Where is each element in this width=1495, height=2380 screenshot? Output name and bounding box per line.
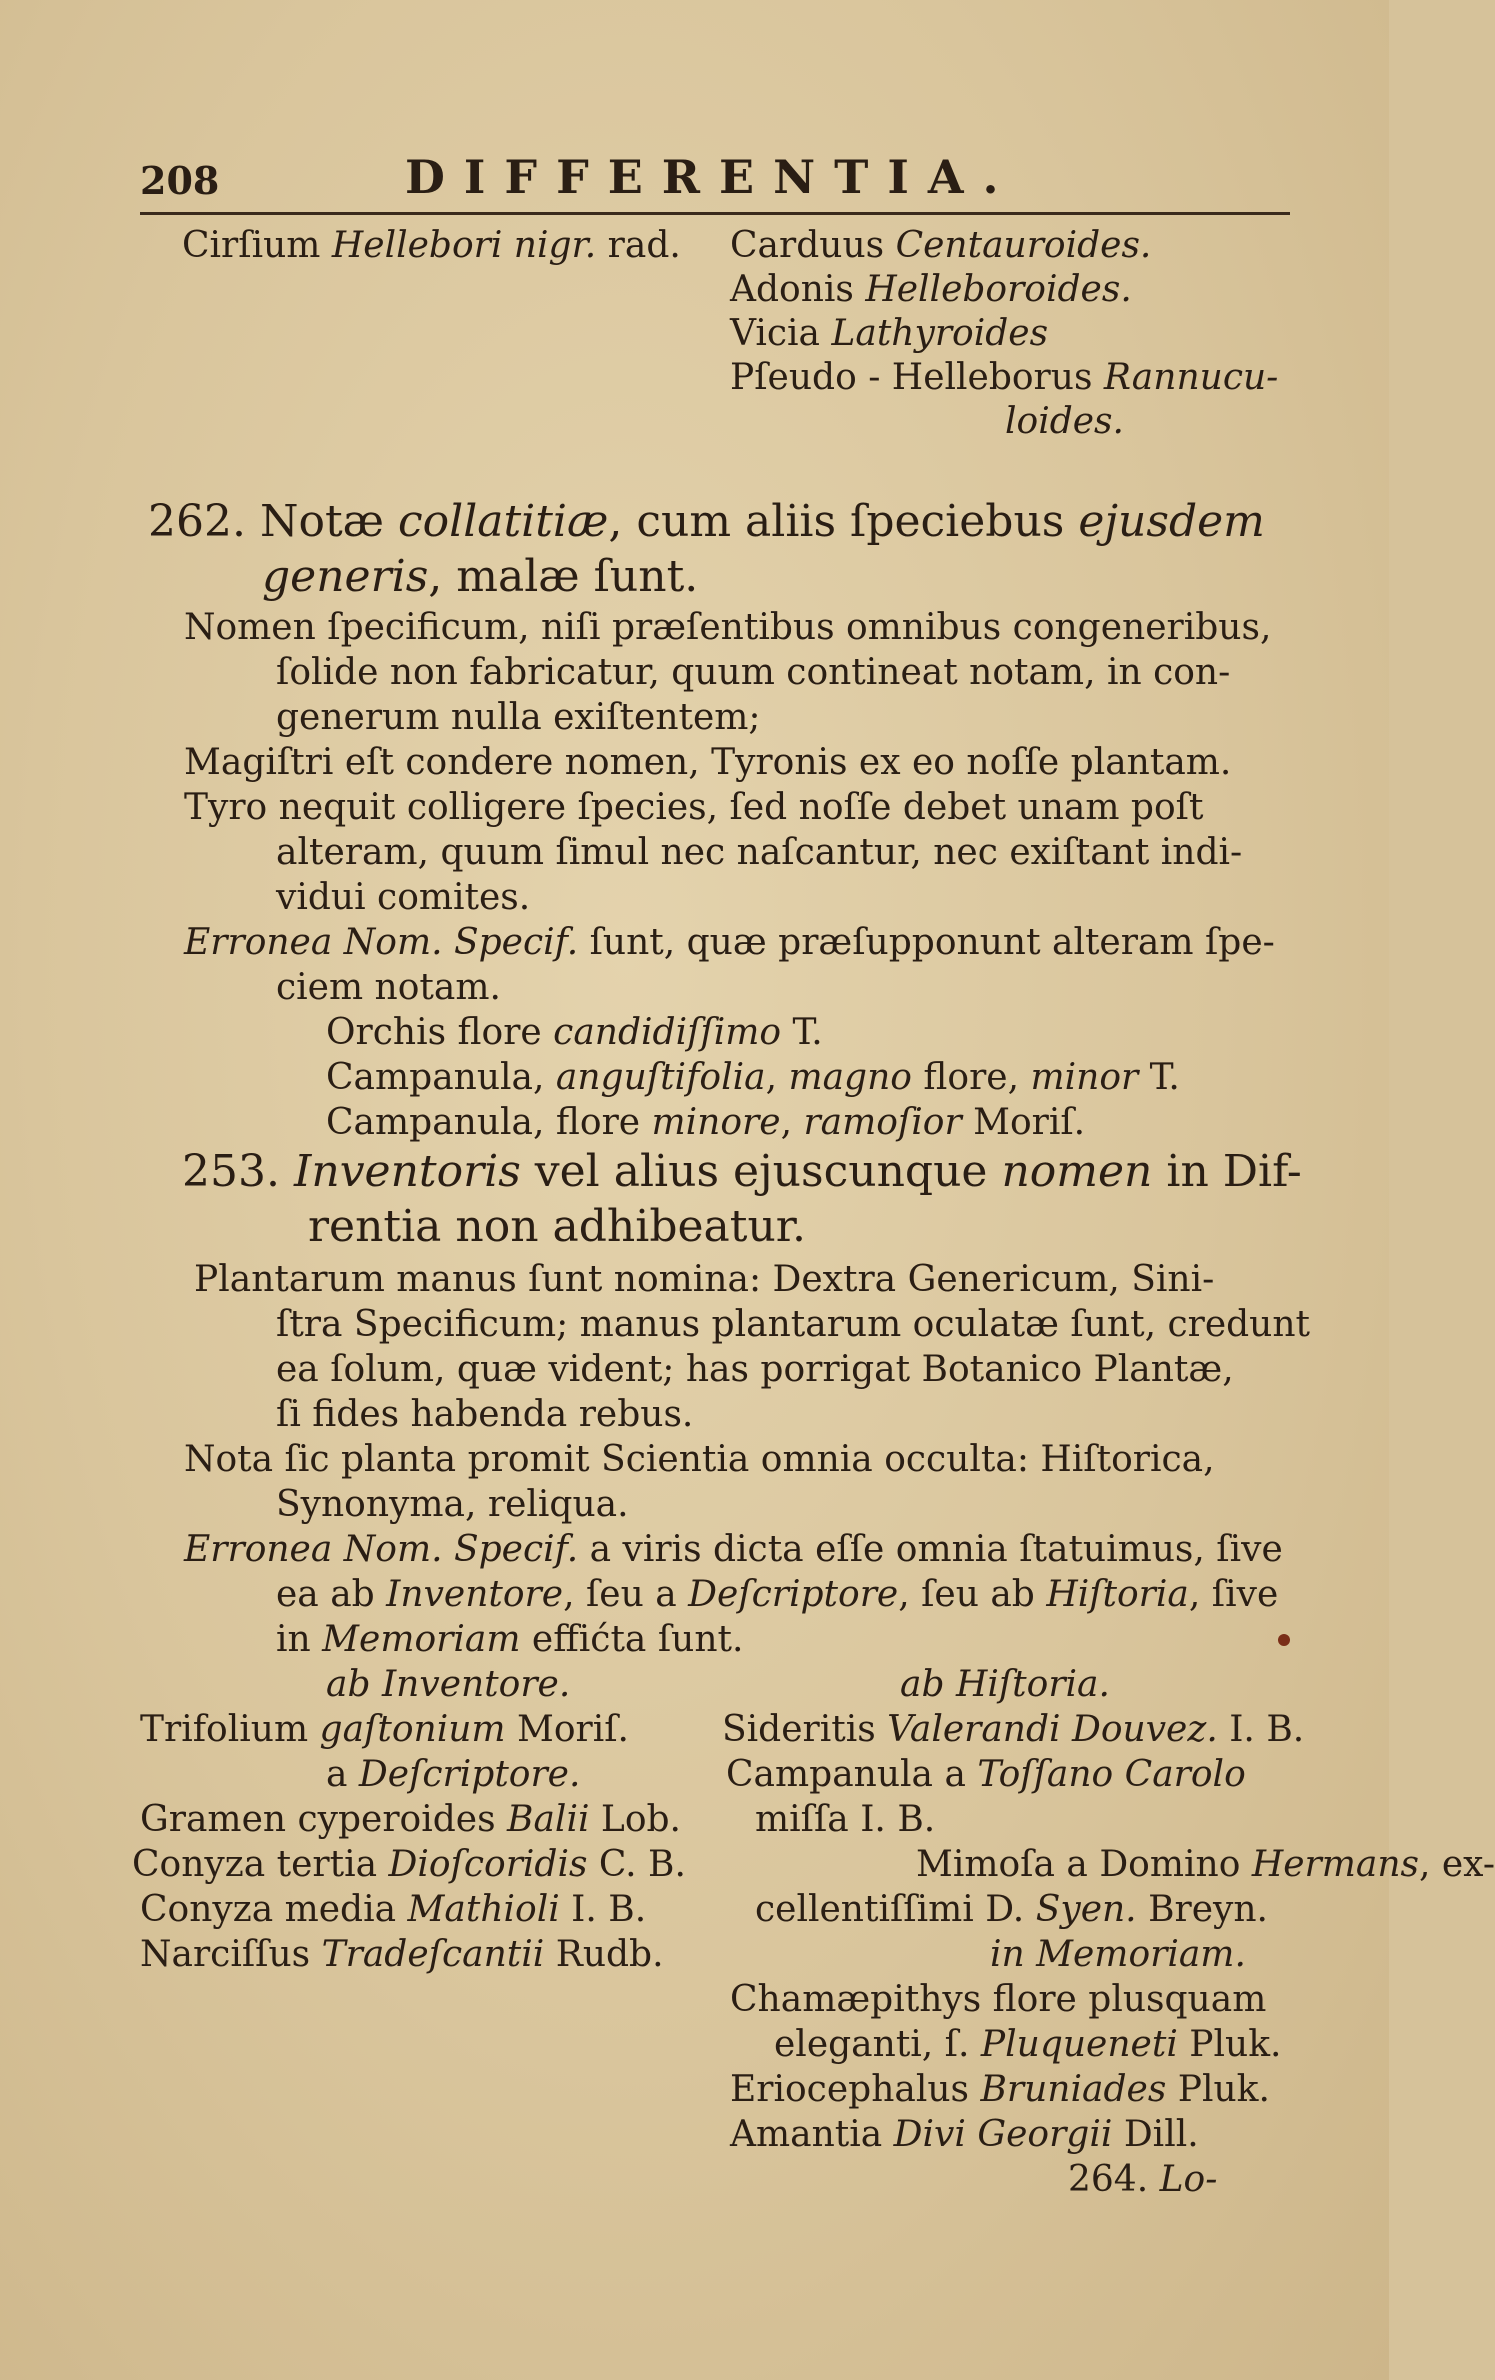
page-number: 208 xyxy=(140,158,220,203)
text-line: Nomen ſpecificum, niſi præſentibus omnibus congeneribus, xyxy=(184,607,1272,648)
list-item: miſſa I. B. xyxy=(755,1799,936,1840)
list-item: Eriocephalus Bruniades Pluk. xyxy=(730,2069,1270,2110)
page-header xyxy=(140,150,1290,210)
catchword: 264. Lo- xyxy=(1068,2159,1218,2200)
text-line: Nota ſic planta promit Scientia omnia occulta: Hiſtorica, xyxy=(184,1439,1215,1480)
adonis-line: Adonis Helleboroides. xyxy=(730,269,1132,310)
list-item: Trifolium gaſtonium Moriſ. xyxy=(140,1709,629,1750)
erronea-line-cont: ea ab Inventore, ſeu a Deſcriptore, ſeu ab Hiſtoria, ſive xyxy=(276,1574,1279,1615)
erronea-line-cont: in Memoriam effićta ſunt. xyxy=(276,1619,744,1660)
section-263-heading-cont: rentia non adhibeatur. xyxy=(308,1201,806,1252)
example-orchis: Orchis flore candidiſſimo T. xyxy=(326,1012,823,1053)
example-campanula-2: Campanula, flore minore, ramoſior Moriſ. xyxy=(326,1102,1086,1143)
list-item: Narciſſus Tradeſcantii Rudb. xyxy=(140,1934,664,1975)
text-line: ea ſolum, quæ vident; has porrigat Botanico Plantæ, xyxy=(276,1349,1234,1390)
section-262-heading: 262. Notæ collatitiæ, cum aliis ſpeciebus ejusdem xyxy=(148,496,1265,547)
list-item: in Memoriam. xyxy=(990,1934,1246,1975)
section-262-heading-cont: generis, malæ ſunt. xyxy=(262,551,699,602)
list-item: Conyza media Mathioli I. B. xyxy=(140,1889,647,1930)
text-line: Plantarum manus ſunt nomina: Dextra Genericum, Sini- xyxy=(194,1259,1215,1300)
running-title: DIFFERENTIA. xyxy=(405,150,1018,204)
example-campanula-1: Campanula, anguſtifolia, magno flore, minor T. xyxy=(326,1057,1180,1098)
vicia-line: Vicia Lathyroides xyxy=(730,313,1049,354)
list-item: Sideritis Valerandi Douvez. I. B. xyxy=(722,1709,1305,1750)
text-line: vidui comites. xyxy=(276,877,531,918)
ink-dot xyxy=(1278,1634,1290,1646)
pseudo-helleborus-line: Pſeudo - Helleborus Rannucu- xyxy=(730,357,1279,398)
text-line: generum nulla exiſtentem; xyxy=(276,697,761,738)
header-rule xyxy=(140,212,1290,215)
list-item: cellentiſſimi D. Syen. Breyn. xyxy=(755,1889,1269,1930)
erronea-line-cont: ciem notam. xyxy=(276,967,501,1008)
list-item: Chamæpithys flore plusquam xyxy=(730,1979,1267,2020)
text-line: alteram, quum ſimul nec naſcantur, nec exiſtant indi- xyxy=(276,832,1243,873)
carduus-line: Carduus Centauroides. xyxy=(730,225,1152,266)
column-head-inventore: ab Inventore. xyxy=(326,1664,571,1705)
list-item: Amantia Divi Georgii Dill. xyxy=(730,2114,1199,2155)
text-line: Magiſtri eſt condere nomen, Tyronis ex eo noſſe plantam. xyxy=(184,742,1232,783)
list-item: Mimoſa a Domino Hermans, ex- xyxy=(916,1844,1495,1885)
list-item: Conyza tertia Dioſcoridis C. B. xyxy=(132,1844,686,1885)
text-line: Tyro nequit colligere ſpecies, ſed noſſe debet unam poſt xyxy=(184,787,1204,828)
section-263-heading: 253. Inventoris vel alius ejuscunque nomen in Dif- xyxy=(182,1146,1302,1197)
erronea-line: Erronea Nom. Specif. ſunt, quæ præſupponunt alteram ſpe- xyxy=(184,922,1275,963)
loides-line: loides. xyxy=(1005,401,1124,442)
column-head-historia: ab Hiſtoria. xyxy=(900,1664,1110,1705)
text-line: ſi fides habenda rebus. xyxy=(276,1394,694,1435)
text-line: ſtra Specificum; manus plantarum oculatæ ſunt, credunt xyxy=(276,1304,1311,1345)
list-item: a Deſcriptore. xyxy=(326,1754,581,1795)
text-line: ſolide non fabricatur, quum contineat notam, in con- xyxy=(276,652,1231,693)
list-item: eleganti, ſ. Pluqueneti Pluk. xyxy=(774,2024,1282,2065)
cirsium-line: Cirſium Hellebori nigr. rad. xyxy=(182,225,681,266)
text-line: Synonyma, reliqua. xyxy=(276,1484,629,1525)
list-item: Gramen cyperoides Balii Lob. xyxy=(140,1799,681,1840)
erronea-line: Erronea Nom. Specif. a viris dicta eſſe omnia ſtatuimus, ſive xyxy=(184,1529,1283,1570)
list-item: Campanula a Toſſano Carolo xyxy=(726,1754,1246,1795)
